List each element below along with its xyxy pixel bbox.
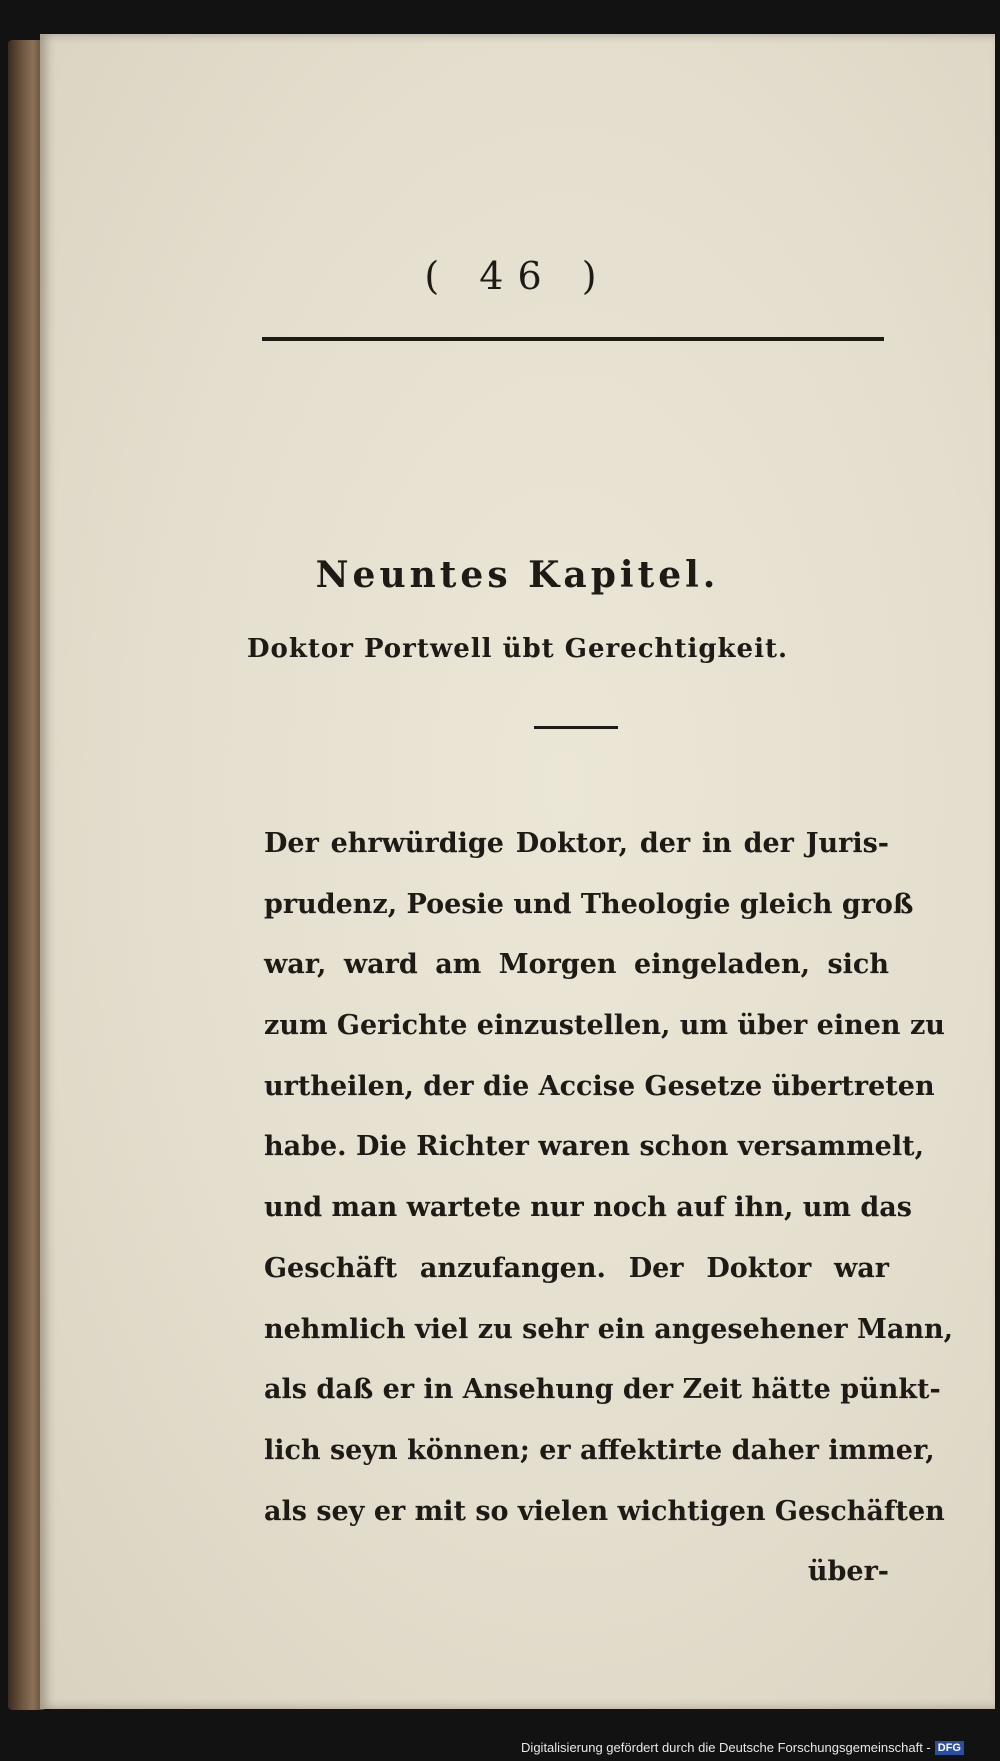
text-line: urtheilen, der die Accise Gesetze übertreten: [264, 1070, 935, 1102]
text-line: und man wartete nur noch auf ihn, um das: [264, 1192, 912, 1224]
text-line: lich seyn können; er affektirte daher immer,: [264, 1434, 935, 1466]
dfg-logo: DFG: [935, 1741, 964, 1755]
text-line: Der ehrwürdige Doktor, der in der Juris-: [264, 828, 889, 859]
section-divider: [534, 726, 618, 729]
text-line: prudenz, Poesie und Theologie gleich groß: [264, 888, 914, 920]
catchword: über-: [807, 1556, 889, 1588]
text-line: nehmlich viel zu sehr ein angesehener Mann,: [264, 1313, 954, 1345]
text-line: habe. Die Richter waren schon versammelt,: [264, 1131, 924, 1163]
text-line: zum Gerichte einzustellen, um über einen zu: [264, 1010, 945, 1042]
chapter-title: Neuntes Kapitel.: [315, 554, 720, 596]
digitization-credit: [521, 1740, 964, 1755]
text-line: war, ward am Morgen eingeladen, sich: [264, 949, 889, 981]
credit-text: Digitalisierung gefördert durch die Deutsche Forschungsgemeinschaft -: [521, 1740, 931, 1755]
book-page: [40, 34, 995, 1709]
page-number: ( 46 ): [424, 254, 611, 298]
book-spine: [8, 40, 44, 1710]
body-text: [264, 814, 954, 1603]
text-line: Geschäft anzufangen. Der Doktor war: [264, 1252, 889, 1284]
text-line: als daß er in Ansehung der Zeit hätte pünkt-: [264, 1374, 941, 1406]
text-line: als sey er mit so vielen wichtigen Geschäften: [264, 1495, 945, 1527]
header-rule: [262, 337, 884, 341]
chapter-subtitle: Doktor Portwell übt Gerechtigkeit.: [246, 634, 789, 664]
